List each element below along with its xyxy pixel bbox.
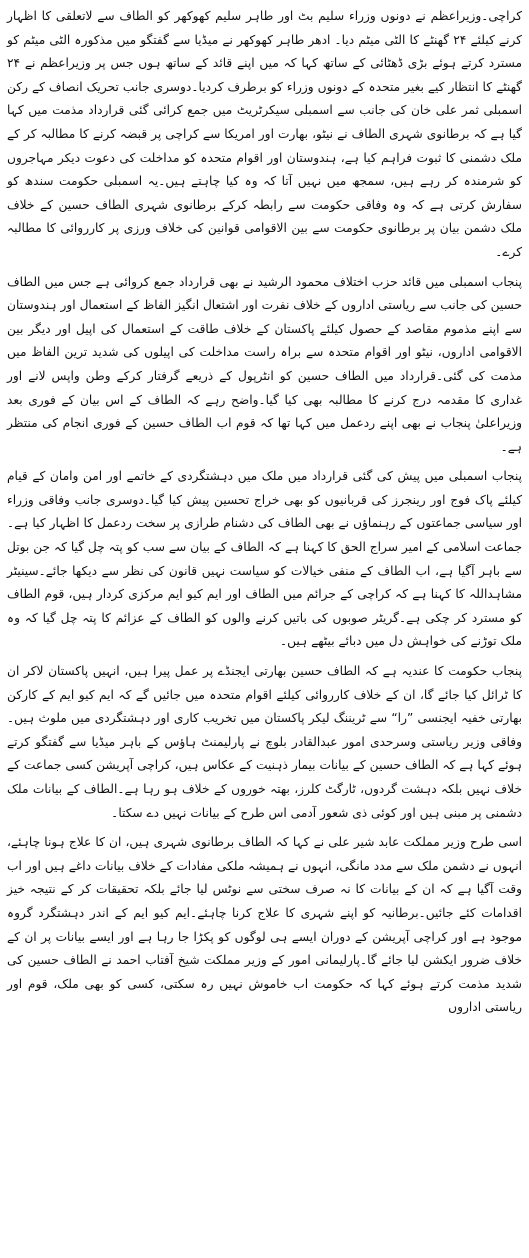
article-paragraph: پنجاب اسمبلی میں قائد حزب اختلاف محمود الرشید نے بھی قرارداد جمع کروائی ہے جس میں الطاف حسین کی جانب سے ریاستی اداروں کے خلاف نفرت اور اشتعال انگیز الفاظ کے استعمال اور ہندوستان سے اپنے مذموم مقاصد کے حصول کیلئے پاکستان کے خلاف طاقت کے استعمال کی اپیل اور دیگر بین الاقوامی اداروں، نیٹو اور اقوام متحدہ سے براہ راست مداخلت کی اپیلوں کی شدید ترین الفاظ میں مذمت کی گئی۔قرارداد میں الطاف حسین کو انٹرپول کے ذریعے گرفتار کرکے وطن واپس لانے اور غداری کا مقدمہ درج کرنے کا مطالبہ بھی کیا گیا۔واضح رہے کہ الطاف کے اس بیان کے فوری بعد وزیراعلیٰ پنجاب نے بھی اپنے ردعمل میں کہا تھا کہ قوم اب الطاف حسین کے فوری انجام کی منتظر ہے۔ xyxy=(7,274,522,454)
article-paragraph: کراچی۔وزیراعظم نے دونوں وزراء سلیم بٹ اور طاہر سلیم کھوکھر کو الطاف سے لاتعلقی کا اظہار کرنے کیلئے ۲۴ گھنٹے کا الٹی میٹم دیا۔ ادھر طاہر کھوکھر نے میڈیا سے گفتگو میں مذکورہ الٹی میٹم کو مسترد کرتے ہوئے بڑی ڈھٹائی کے ساتھ کہا کہ میں اپنے قائد کے ساتھ ہوں جس پر وزیراعظم نے ۲۴ گھنٹے کا انتظار کیے بغیر متحدہ کے دونوں وزراء کو برطرف کردیا۔دوسری جانب تحریک انصاف کے رکن اسمبلی ثمر علی خان کی جانب سے اسمبلی سیکرٹریٹ میں جمع کرائی گئی قرارداد مذمت میں کہا گیا ہے کہ برطانوی شہری الطاف نے نیٹو، بھارت اور امریکا سے کراچی پر قبضہ کرنے کا مطالبہ کر کے ملک دشمنی کا ثبوت فراہم کیا ہے، ہندوستان اور اقوام متحدہ کو مداخلت کی دعوت دیکر مہاجروں کو شرمندہ کر رہے ہیں، سمجھ میں نہیں آتا کہ وہ کیا چاہتے ہیں۔یہ اسمبلی حکومت سندھ کو سفارش کرتی ہے کہ وہ وفاقی حکومت سے رابطہ کرکے برطانوی شہری الطاف حسین کے خلاف ملک دشمن بیان پر برطانوی حکومت سے بین الاقوامی قوانین کی خلاف ورزی پر کارروائی کا مطالبہ کرے۔ xyxy=(7,9,522,259)
article-paragraph: اسی طرح وزیر مملکت عابد شیر علی نے کہا کہ الطاف برطانوی شہری ہیں، ان کا علاج ہونا چاہئے، انہوں نے دشمن ملک سے مدد مانگی، انہوں نے ہمیشہ ملکی مفادات کے خلاف بیانات داغے ہیں اور اب وقت آگیا ہے کہ ان کے بیانات کا نہ صرف سختی سے نوٹس لیا جائے بلکہ تحقیقات کر کے نتیجہ خیز اقدامات کئے جائیں۔برطانیہ کو اپنے شہری کا علاج کرنا چاہئے۔ایم کیو ایم کے اندر دہشتگرد گروہ موجود ہے اور کراچی آپریشن کے دوران ایسے ہی لوگوں کو پکڑا جا رہا ہے اور ایسے بیانات پر ان کے خلاف ضرور ایکشن لیا جائے گا۔پارلیمانی امور کے وزیر مملکت شیخ آفتاب احمد نے الطاف حسین کی شدید مذمت کرتے ہوئے کہا کہ حکومت اب خاموش نہیں رہ سکتی، کسی کو بھی ملک، قوم اور ریاستی اداروں xyxy=(7,835,522,1015)
article-paragraph: پنجاب حکومت کا عندیہ ہے کہ الطاف حسین بھارتی ایجنڈے پر عمل پیرا ہیں، انہیں پاکستان لاکر ان کا ٹرائل کیا جائے گا، ان کے خلاف کارروائی کیلئے اقوام متحدہ میں جائیں گے کہ ایم کیو ایم کے کارکن بھارتی خفیہ ایجنسی ”را“ سے ٹریننگ لیکر پاکستان میں تخریب کاری اور دہشتگردی میں ملوث ہیں۔وفاقی وزیر ریاستی وسرحدی امور عبدالقادر بلوچ نے پارلیمنٹ ہاؤس کے باہر میڈیا سے گفتگو کرتے ہوئے کہا ہے کہ الطاف حسین کے بیانات بیمار ذہنیت کے عکاس ہیں، کراچی آپریشن کسی جماعت کے خلاف نہیں بلکہ دہشت گردوں، ٹارگٹ کلرز، بھتہ خوروں کے خلاف ہو رہا ہے۔الطاف کے بیانات ملک دشمنی پر مبنی ہیں اور کوئی ذی شعور آدمی اس طرح کے بیانات نہیں دے سکتا۔ xyxy=(7,664,522,820)
article-paragraph: پنجاب اسمبلی میں پیش کی گئی قرارداد میں ملک میں دہشتگردی کے خاتمے اور امن وامان کے قیام کیلئے پاک فوج اور رینجرز کی قربانیوں کو بھی خراج تحسین پیش کیا گیا۔دوسری جانب وفاقی وزراء اور سیاسی جماعتوں کے رہنماؤں نے بھی الطاف کی دشنام طرازی پر سخت ردعمل کا اظہار کیا ہے۔جماعت اسلامی کے امیر سراج الحق کا کہنا ہے کہ الطاف کے بیان سے سب کو پتہ چل گیا کہ جن بوتل سے باہر آگیا ہے، اب الطاف کے منفی خیالات کو سیاست نہیں قانون کی نظر سے دیکھا جائے۔سینیٹر مشاہداللہ کا کہنا ہے کہ کراچی کے جرائم میں الطاف اور ایم کیو ایم مرکزی کردار ہیں، قوم الطاف کو مسترد کر چکی ہے۔گریٹر صوبوں کی باتیں کرنے والوں کو الطاف کے عزائم کا پتہ چل گیا کہ وہ ملک توڑنے کی خواہش دل میں دبائے بیٹھے ہیں۔ xyxy=(7,469,522,649)
